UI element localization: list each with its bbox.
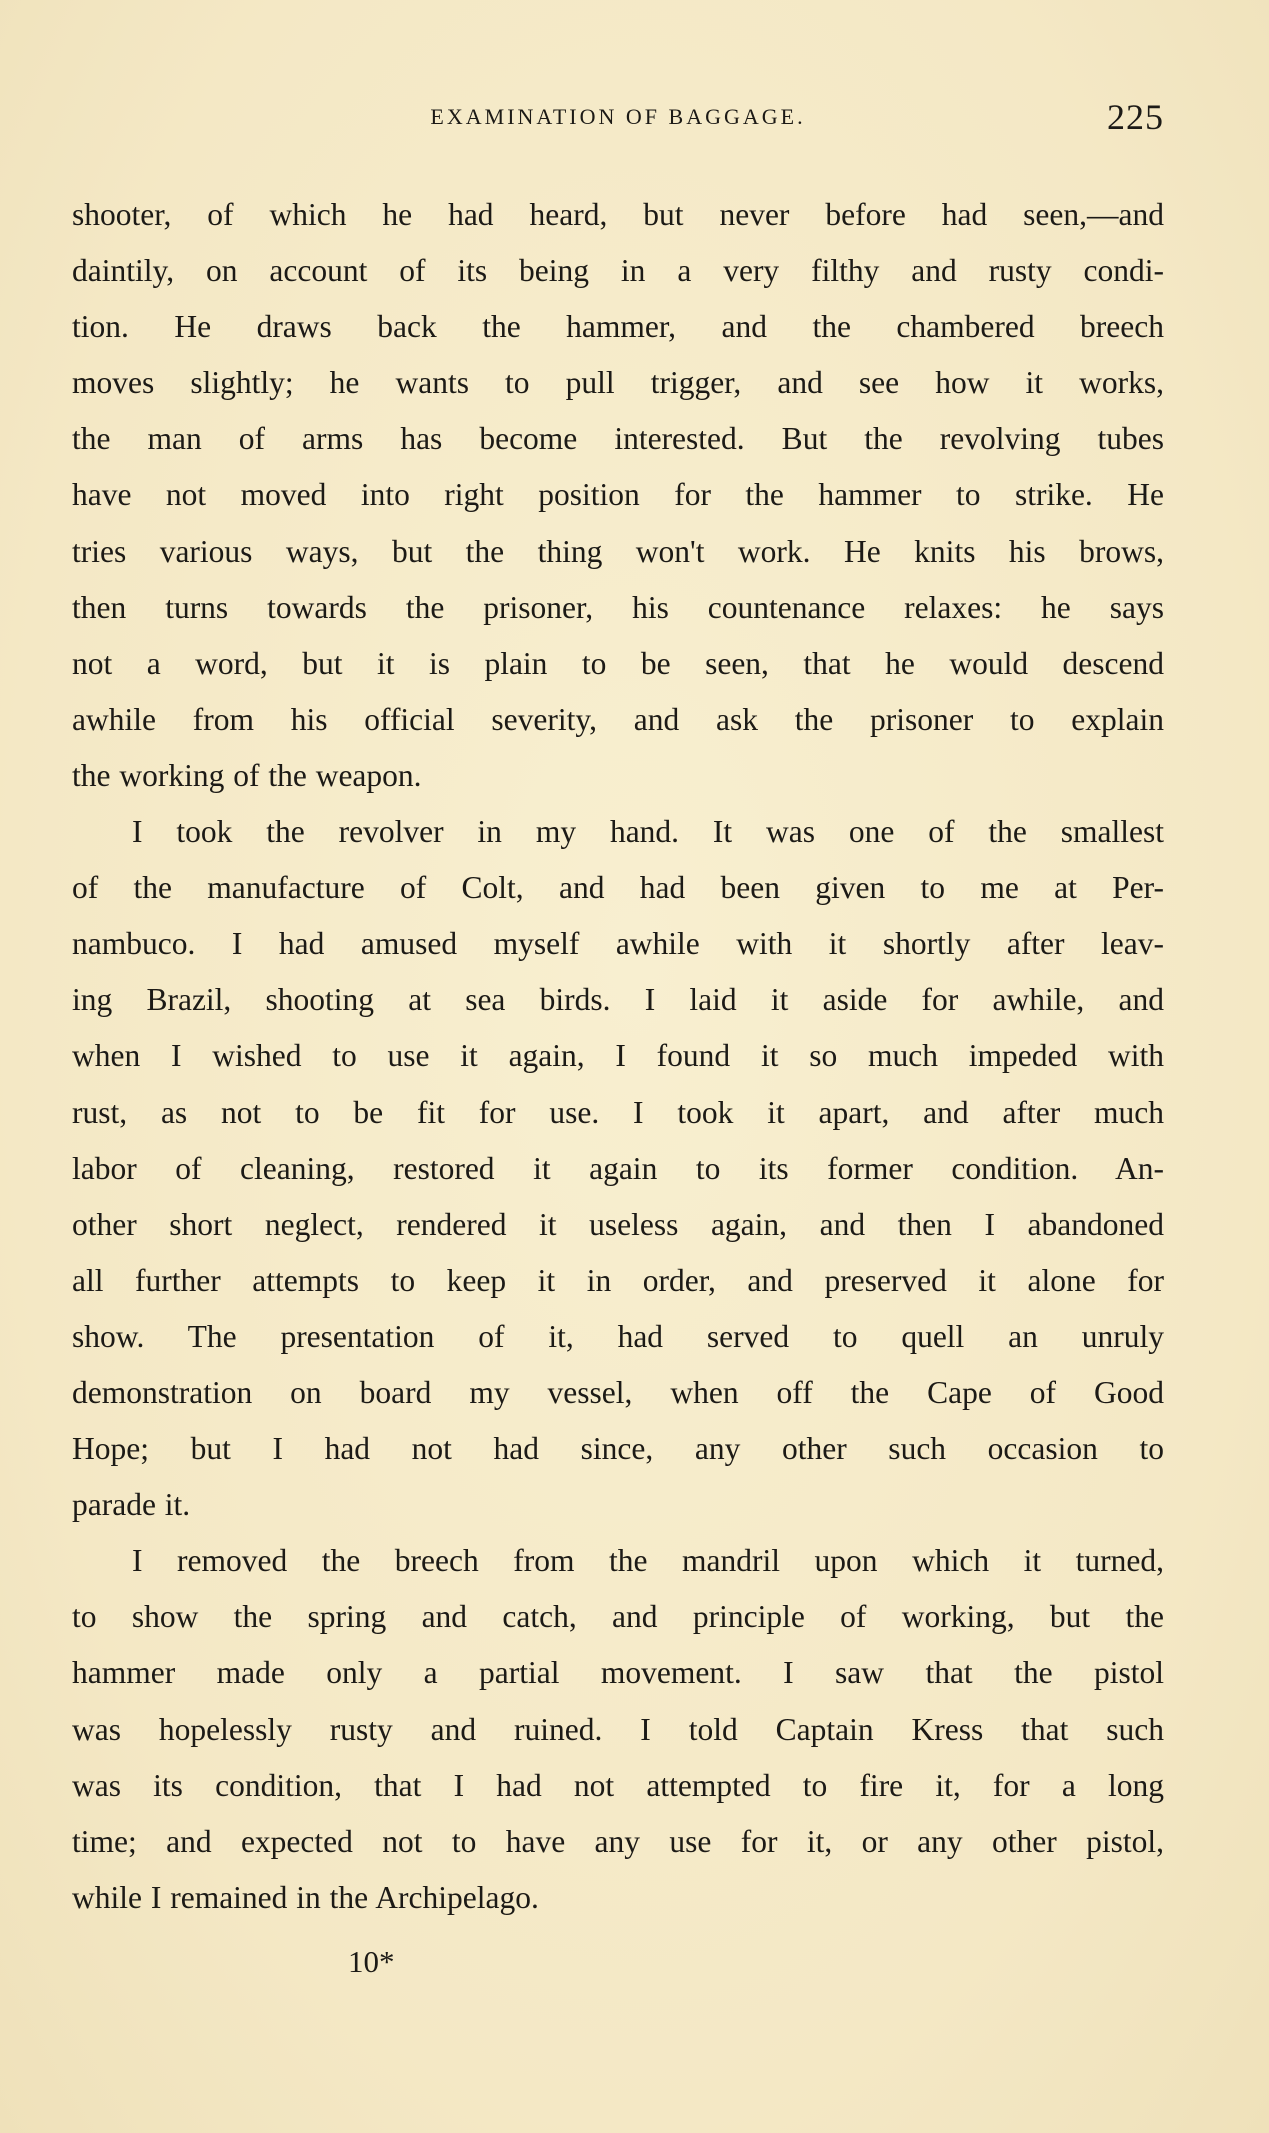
text-line: tion. He draws back the hammer, and the chambered breech <box>72 309 1164 345</box>
text-line: all further attempts to keep it in order, and preserved it alone for <box>72 1262 1164 1298</box>
text-line: when I wished to use it again, I found it so much impeded with <box>72 1038 1164 1074</box>
text-line: the working of the weapon. <box>72 757 422 793</box>
text-line: nambuco. I had amused myself awhile with it shortly after leav- <box>72 926 1164 962</box>
text-line: daintily, on account of its being in a very filthy and rusty condi- <box>72 253 1164 289</box>
text-line: was its condition, that I had not attempted to fire it, for a long <box>72 1767 1164 1803</box>
text-line: to show the spring and catch, and principle of working, but the <box>72 1599 1164 1635</box>
text-line: was hopelessly rusty and ruined. I told Captain Kress that such <box>72 1711 1164 1747</box>
text-line: not a word, but it is plain to be seen, that he would descend <box>72 645 1164 681</box>
text-line: tries various ways, but the thing won't work. He knits his brows, <box>72 533 1164 569</box>
text-line: shooter, of which he had heard, but never before had seen,—and <box>72 197 1164 232</box>
text-line: time; and expected not to have any use for it, or any other pistol, <box>72 1823 1164 1859</box>
text-line: hammer made only a partial movement. I saw that the pistol <box>72 1655 1164 1691</box>
text-line: of the manufacture of Colt, and had been given to me at Per- <box>72 870 1164 906</box>
text-line: Hope; but I had not had since, any other such occasion to <box>72 1431 1164 1467</box>
text-line: I took the revolver in my hand. It was one of the smallest <box>132 814 1164 850</box>
paragraph-3 <box>72 1533 1164 1926</box>
text-line: parade it. <box>72 1487 191 1523</box>
text-line: the man of arms has become interested. But the revolving tubes <box>72 421 1164 457</box>
text-line: rust, as not to be fit for use. I took it apart, and after much <box>72 1094 1164 1130</box>
paragraph-1 <box>72 187 1164 804</box>
text-line: other short neglect, rendered it useless again, and then I abandoned <box>72 1206 1164 1242</box>
body-text <box>72 187 1164 1926</box>
text-line: labor of cleaning, restored it again to its former condition. An- <box>72 1150 1164 1186</box>
paragraph-2 <box>72 804 1164 1533</box>
page-number: 225 <box>1107 97 1164 137</box>
text-line: moves slightly; he wants to pull trigger, and see how it works, <box>72 365 1164 401</box>
text-line: then turns towards the prisoner, his countenance relaxes: he says <box>72 589 1164 625</box>
signature-mark: 10* <box>348 1944 395 1979</box>
text-line: while I remained in the Archipelago. <box>72 1879 539 1915</box>
text-line: demonstration on board my vessel, when off the Cape of Good <box>72 1374 1164 1410</box>
text-line: I removed the breech from the mandril upon which it turned, <box>132 1543 1164 1579</box>
running-title: EXAMINATION OF BAGGAGE. <box>430 104 806 129</box>
text-line: ing Brazil, shooting at sea birds. I laid it aside for awhile, and <box>72 982 1164 1018</box>
text-line: show. The presentation of it, had served to quell an unruly <box>72 1318 1164 1354</box>
text-line: awhile from his official severity, and ask the prisoner to explain <box>72 701 1164 737</box>
page-header <box>72 97 1164 144</box>
text-line: have not moved into right position for the hammer to strike. He <box>72 477 1164 513</box>
